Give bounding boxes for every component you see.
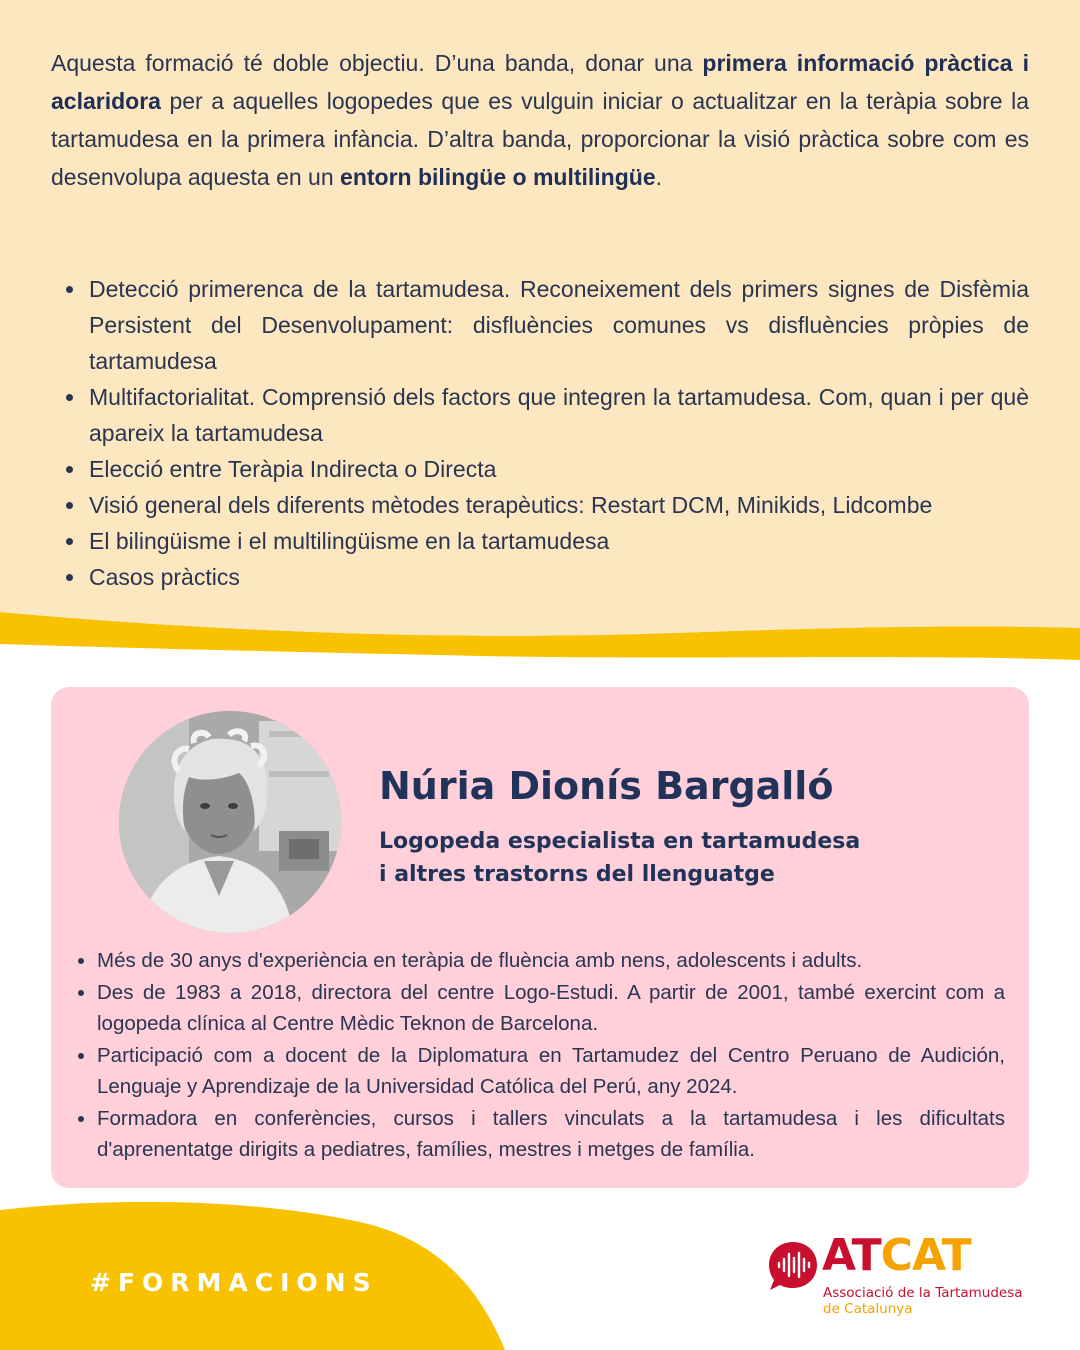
trainer-bio-list — [75, 945, 1005, 1166]
intro-bold-2: entorn bilingüe o multilingüe — [340, 164, 656, 190]
logo-subtitle-line-2: de Catalunya — [823, 1301, 913, 1317]
bio-item: Formadora en conferències, cursos i tallers vinculats a la tartamudesa i les dificultats d'aprenentatge dirigits a pediatres, famílies, mestres i metges de família. — [75, 1103, 1005, 1166]
intro-section — [0, 0, 1080, 660]
atcat-logo — [766, 1230, 1046, 1320]
atcat-wordmark — [822, 1232, 971, 1280]
trainer-role-line-2: i altres trastorns del llenguatge — [379, 862, 775, 887]
speech-bubble-soundwave-icon — [766, 1239, 820, 1293]
bio-item: Participació com a docent de la Diplomatura en Tartamudez del Centro Peruano de Audición, Lenguaje y Aprendizaje de la Universidad Católica del Perú, any 2024. — [75, 1040, 1005, 1103]
topic-item: Visió general dels diferents mètodes terapèutics: Restart DCM, Minikids, Lidcombe — [51, 487, 1029, 523]
topics-list — [51, 271, 1029, 595]
topic-item: Elecció entre Teràpia Indirecta o Directa — [51, 451, 1029, 487]
intro-bold-1: primera informació pràctica i aclaridora — [51, 50, 1029, 114]
trainer-card — [51, 687, 1029, 1188]
intro-paragraph — [51, 44, 1029, 196]
topic-item: Multifactorialitat. Comprensió dels factors que integren la tartamudesa. Com, quan i per què apareix la tartamudesa — [51, 379, 1029, 451]
trainer-role — [379, 825, 860, 891]
formacions-hashtag: #FORMACIONS — [90, 1268, 378, 1297]
bio-item: Des de 1983 a 2018, directora del centre Logo-Estudi. A partir de 2001, també exercint com a logopeda clínica al Centre Mèdic Teknon de Barcelona. — [75, 977, 1005, 1040]
logo-cat: CAT — [880, 1230, 971, 1281]
logo-subtitle-line-1: Associació de la Tartamudesa — [823, 1285, 1023, 1301]
trainer-portrait-photo — [119, 711, 341, 933]
trainer-role-line-1: Logopeda especialista en tartamudesa — [379, 829, 861, 854]
intro-text-3: . — [655, 164, 663, 190]
woman-portrait-photo — [119, 711, 341, 933]
atcat-subtitle — [823, 1285, 1023, 1317]
bio-item: Més de 30 anys d'experiència en teràpia de fluència amb nens, adolescents i adults. — [75, 945, 1005, 977]
topic-item: El bilingüisme i el multilingüisme en la tartamudesa — [51, 523, 1029, 559]
topic-item: Casos pràctics — [51, 559, 1029, 595]
intro-text-2: per a aquelles logopedes que es vulguin iniciar o actualitzar en la teràpia sobre la tartamudesa en la primera infància. D’altra banda, proporcionar la visió pràctica sobre com es desenvolupa aquesta en un — [51, 88, 1029, 190]
trainer-name: Núria Dionís Bargalló — [379, 764, 834, 808]
logo-at: AT — [822, 1230, 881, 1281]
topic-item: Detecció primerenca de la tartamudesa. Reconeixement dels primers signes de Disfèmia Persistent del Desenvolupament: disfluències comunes vs disfluències pròpies de tartamudesa — [51, 271, 1029, 379]
intro-text-1: Aquesta formació té doble objectiu. D’una banda, donar una — [51, 50, 703, 76]
